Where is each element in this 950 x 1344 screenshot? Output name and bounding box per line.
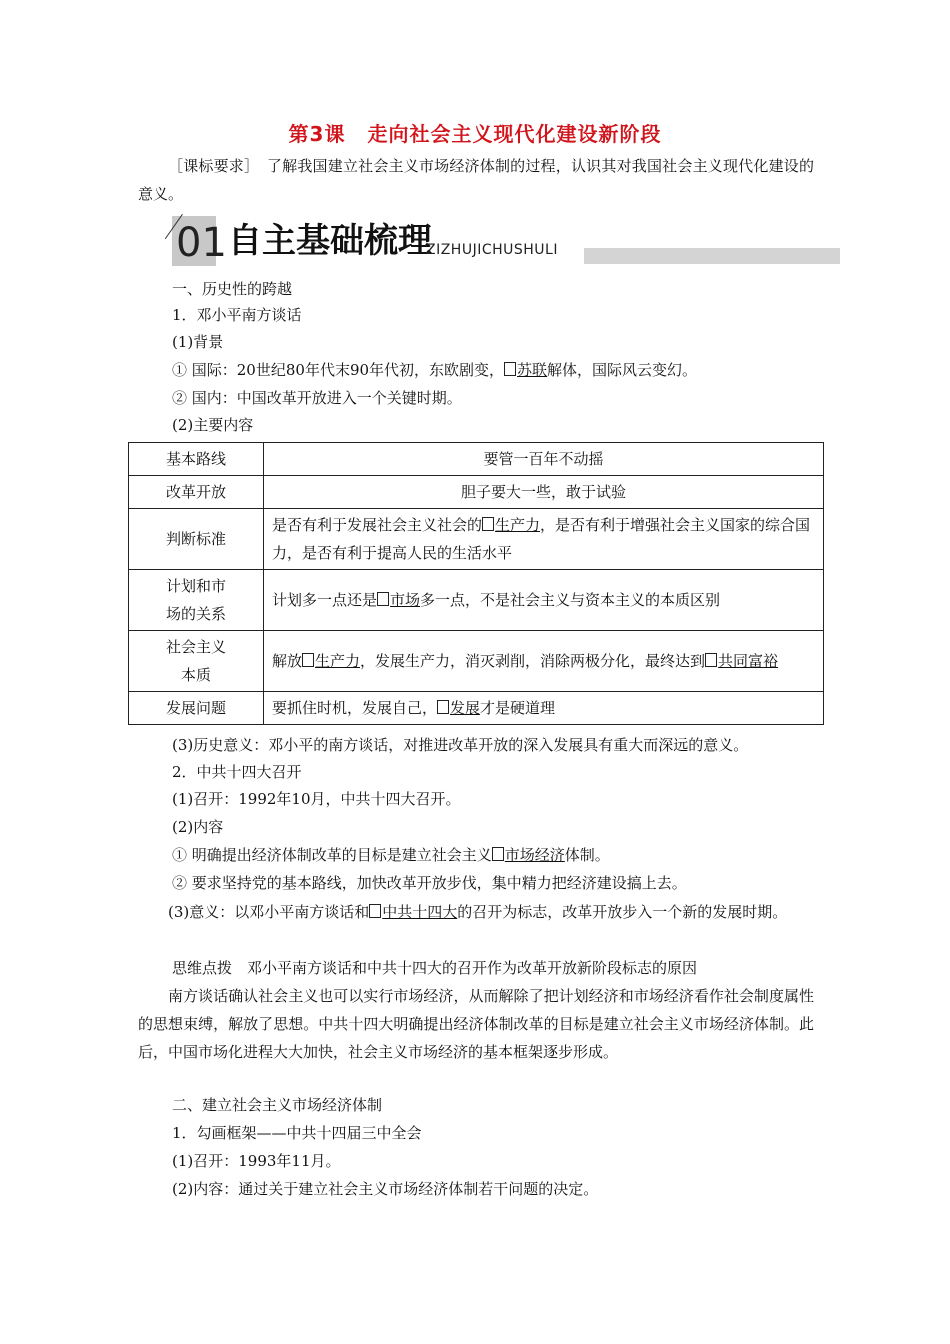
key-term: 市场 — [390, 591, 421, 609]
content-table — [128, 442, 824, 725]
table-key: 计划和市 场的关系 — [129, 570, 264, 631]
table-row — [129, 631, 824, 692]
blank-box — [504, 362, 516, 376]
key-term: 中共十四大 — [382, 903, 458, 921]
blank-box — [482, 517, 494, 531]
item-convened: (1)召开：1992年10月，中共十四大召开。 — [172, 790, 461, 808]
table-key: 发展问题 — [129, 692, 264, 725]
blank-box — [369, 904, 381, 918]
lesson-name: 走向社会主义现代化建设新阶段 — [367, 122, 662, 146]
item-content: (2)内容 — [172, 818, 224, 836]
table-value: 是否有利于发展社会主义社会的 生产力，是否有利于增强社会主义国家的综合国力，是否有利于提高人民的生活水平 — [264, 509, 824, 570]
table-row — [129, 509, 824, 570]
blank-box — [492, 847, 504, 861]
table-key: 基本路线 — [129, 443, 264, 476]
subheading-14th-congress: 2．中共十四大召开 — [172, 763, 302, 781]
key-term: 生产力 — [495, 516, 541, 534]
key-term-sulian: 苏联 — [517, 361, 548, 379]
thinking-tip-body: 南方谈话确认社会主义也可以实行市场经济，从而解除了把计划经济和市场经济看作社会制度属性的思想束缚，解放了思想。中共十四大明确提出经济体制改革的目标是建立社会主义市场经济体制。此后，中国市场化进程大大加快，社会主义市场经济的基本框架逐步形成。 — [138, 987, 814, 1061]
blank-box — [705, 653, 717, 667]
item-content-1: ① 明确提出经济体制改革的目标是建立社会主义 市场经济体制。 — [172, 846, 610, 864]
item-convened-1993: (1)召开：1993年11月。 — [172, 1152, 341, 1170]
table-value: 要抓住时机，发展自己， 发展才是硬道理 — [264, 692, 824, 725]
key-term: 市场经济 — [504, 846, 565, 864]
key-term: 生产力 — [315, 652, 361, 670]
key-term: 共同富裕 — [718, 652, 779, 670]
table-row — [129, 570, 824, 631]
blank-box — [437, 700, 449, 714]
section-heading-2: 二、建立社会主义市场经济体制 — [172, 1096, 383, 1114]
item-background: (1)背景 — [172, 333, 224, 351]
item-significance: (3)意义：以邓小平南方谈话和 中共十四大的召开为标志，改革开放步入一个新的发展时期。 — [168, 903, 788, 921]
item-content-2: ② 要求坚持党的基本路线，加快改革开放步伐，集中精力把经济建设搞上去。 — [172, 874, 687, 892]
table-key: 社会主义 本质 — [129, 631, 264, 692]
table-key: 判断标准 — [129, 509, 264, 570]
key-term: 发展 — [450, 699, 481, 717]
item-domestic: ② 国内：中国改革开放进入一个关键时期。 — [172, 389, 462, 407]
subheading-third-plenum: 1．勾画框架——中共十四届三中全会 — [172, 1124, 422, 1142]
blank-box — [302, 653, 314, 667]
item-content-decision: (2)内容：通过关于建立社会主义市场经济体制若干问题的决定。 — [172, 1180, 599, 1198]
table-value: 胆子要大一些，敢于试验 — [264, 476, 824, 509]
banner-title: 自主基础梳理 — [228, 221, 432, 261]
lesson-title — [0, 118, 950, 147]
banner-pinyin: ZIZHUJICHUSHULI — [426, 242, 558, 258]
item-international: ① 国际：20世纪80年代末90年代初，东欧剧变， 苏联解体，国际风云变幻。 — [172, 361, 698, 379]
blank-box — [377, 592, 389, 606]
table-value: 计划多一点还是 市场多一点，不是社会主义与资本主义的本质区别 — [264, 570, 824, 631]
banner-bar — [584, 248, 840, 264]
table-value: 解放 生产力，发展生产力，消灭剥削，消除两极分化，最终达到 共同富裕 — [264, 631, 824, 692]
table-row — [129, 443, 824, 476]
item-main-content: (2)主要内容 — [172, 416, 254, 434]
lesson-number: 第3课 — [288, 122, 346, 146]
thinking-tip: 思维点拨 邓小平南方谈话和中共十四大的召开作为改革开放新阶段标志的原因 — [172, 959, 698, 977]
item-historical-significance: (3)历史意义：邓小平的南方谈话，对推进改革开放的深入发展具有重大而深远的意义。 — [172, 736, 749, 754]
table-key: 改革开放 — [129, 476, 264, 509]
table-row — [129, 692, 824, 725]
section-banner — [172, 214, 840, 268]
banner-number: 01 — [176, 220, 227, 266]
subheading-nanfang: 1．邓小平南方谈话 — [172, 306, 302, 324]
table-value: 要管一百年不动摇 — [264, 443, 824, 476]
table-row — [129, 476, 824, 509]
section-heading-1: 一、历史性的跨越 — [172, 280, 293, 298]
curriculum-requirement: ［课标要求］ 了解我国建立社会主义市场经济体制的过程，认识其对我国社会主义现代化建设的意义。 — [138, 157, 814, 203]
